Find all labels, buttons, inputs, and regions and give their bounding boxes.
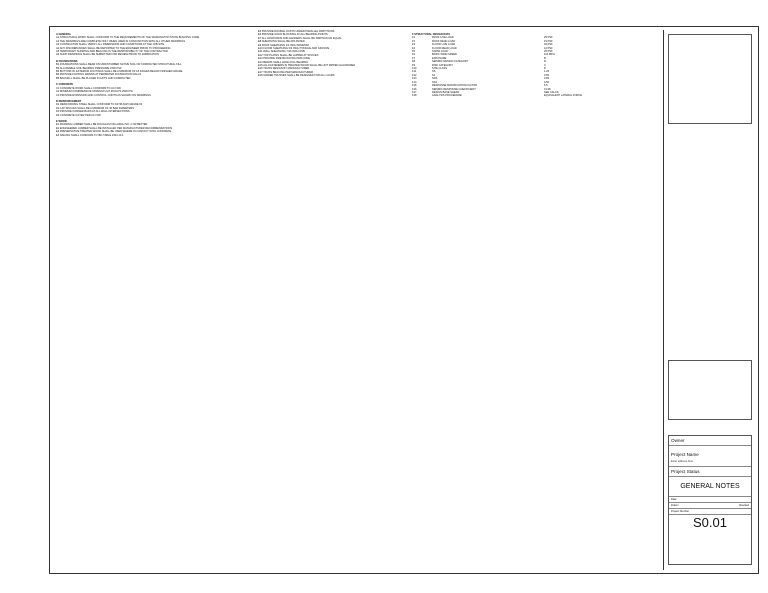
criteria-id: F1 (412, 36, 416, 40)
criteria-id: F9 (412, 63, 416, 67)
concrete-note: C1 CONCRETE WORK SHALL CONFORM TO ACI 318 (56, 86, 121, 90)
criteria-id: F16 (412, 87, 417, 91)
framing-note: E7 ALL HOLDOWNS AND HANGERS SHALL BE SIMPSON OR EQUAL (258, 36, 342, 40)
foundations-note: B2 ALLOWABLE SOIL BEARING PRESSURE 1500 PSF (56, 66, 122, 70)
criteria-item: DESIGN BASE SHEAR (432, 90, 460, 94)
foundations-note: B3 BOTTOM OF EXTERIOR FOOTINGS SHALL BE A MINIMUM OF 18 INCHES BELOW FINISHED GRADE (56, 70, 183, 74)
criteria-item: SITE CLASS (432, 67, 447, 71)
criteria-id: F17 (412, 90, 417, 94)
criteria-value: EQUIVALENT LATERAL FORCE (544, 94, 582, 98)
criteria-value: 0.128 (544, 87, 551, 91)
criteria-item: FLOOR LIVE LOAD (432, 43, 456, 47)
concrete-note: C3 PROVIDE EXPANSION AND CONTROL JOINTS AS SHOWN ON DRAWINGS (56, 93, 151, 97)
criteria-item: EXPOSURE (432, 56, 447, 60)
criteria-value: 1.25 (544, 70, 550, 74)
framing-note: E14 BEAMS SHALL HAVE FULL BEARING (258, 60, 309, 64)
criteria-value: 40 PSF (544, 43, 553, 47)
criteria-id: F18 (412, 94, 417, 98)
foundations-note: B5 BACKFILL SHALL BE PLACED IN LIFTS AND COMPACTED (56, 76, 131, 80)
criteria-id: F3 (412, 43, 416, 47)
framing-note: E6 PROVIDE SOLID BLOCKING AT ALL BEARING POINTS (258, 33, 328, 37)
date-label: Date (671, 498, 677, 501)
framing-note: E8 SHEATHING SHALL BE APA RATED (258, 40, 305, 44)
general-note: A6 SHOP DRAWINGS SHALL BE SUBMITTED FOR REVIEW PRIOR TO FABRICATION (56, 53, 159, 57)
criteria-item: SEISMIC RESPONSE COEFFICIENT (432, 87, 476, 91)
title-block (663, 30, 756, 570)
criteria-heading: F STRUCTURAL DESIGN DATA (412, 33, 451, 36)
criteria-id: F8 (412, 60, 416, 64)
wood-note: E2 ENGINEERED LUMBER SHALL BE INSTALLED PER MANUFACTURER RECOMMENDATIONS (56, 126, 173, 130)
reinforcement-note: D1 REINFORCING STEEL SHALL CONFORM TO ASTM A615 GRADE 60 (56, 103, 143, 107)
reinforcement-heading: D REINFORCEMENT (56, 99, 82, 103)
foundations-note: B4 PROVIDE FOOTING DRAINS AT PERIMETER FOUNDATION WALLS (56, 73, 142, 77)
concrete-notes (56, 87, 236, 97)
design-criteria-table (412, 36, 662, 97)
criteria-value: 15 PSF (544, 39, 553, 43)
framing-note: E12 TOP PLATES SHALL BE LAPPED AT SPLICES (258, 53, 319, 57)
wood-note: E3 PRESERVATIVE TREATED WOOD SHALL BE USED WHERE IN CONTACT WITH CONCRETE (56, 130, 172, 134)
criteria-value: 0.50 (544, 80, 550, 84)
criteria-value: D (544, 67, 546, 71)
framing-note: E11 WALL SHEATHING 7/16 INCH OSB (258, 50, 305, 54)
sheet-title: GENERAL NOTES (669, 477, 751, 497)
foundations-note: B1 FOUNDATIONS SHALL BEAR ON UNDISTURBED NATIVE SOIL OR COMPACTED STRUCTURAL FILL (56, 63, 182, 67)
criteria-item: ANALYSIS PROCEDURE (432, 94, 462, 98)
wood-note: E1 FRAMING LUMBER SHALL BE DOUGLAS FIR-LARCH NO. 2 OR BETTER (56, 123, 148, 127)
wood-note: E4 NAILING SHALL CONFORM TO IBC TABLE 2304.10.1 (56, 133, 124, 137)
sheet-number: S0.01 (693, 515, 727, 530)
project-name: Project Name (671, 452, 699, 457)
criteria-value: 0.50 (544, 73, 550, 77)
stamp-box (668, 360, 752, 420)
criteria-value: D (544, 60, 546, 64)
criteria-value: 25 PSF (544, 36, 553, 40)
framing-notes (258, 30, 408, 78)
criteria-value: 110 MPH (544, 53, 555, 57)
criteria-value: 12 PSF (544, 46, 553, 50)
wood-notes (56, 123, 236, 137)
reinforcement-note: D2 LAP SPLICES SHALL BE A MINIMUM OF 40 BAR DIAMETERS (56, 106, 134, 110)
criteria-id: F13 (412, 77, 417, 81)
drawn-label: Drawn (671, 504, 679, 507)
concrete-heading: C CONCRETE (56, 83, 74, 87)
reinforcement-note: D4 CONCRETE COVER PER ACI 318 (56, 113, 101, 117)
framing-note: E9 ROOF SHEATHING 1/2 INCH MINIMUM (258, 43, 309, 47)
project-number-label: Project Number (671, 510, 690, 513)
criteria-item: BASIC WIND SPEED (432, 53, 457, 57)
criteria-id: F10 (412, 67, 417, 71)
notes-column-3 (412, 30, 662, 98)
notes-column-1 (56, 30, 236, 137)
general-note: A3 CONTRACTOR SHALL VERIFY ALL DIMENSIONS AND CONDITIONS AT THE JOB SITE (56, 43, 165, 47)
criteria-item: SDS (432, 77, 438, 81)
criteria-id: F4 (412, 46, 416, 50)
wood-heading: E WOOD (56, 119, 67, 123)
general-note: A4 ANY DISCREPANCIES SHALL BE REPORTED TO THE ENGINEER PRIOR TO PROCEEDING (56, 46, 171, 50)
general-note: A1 STRUCTURAL WORK SHALL CONFORM TO THE REQUIREMENTS OF THE WASHINGTON STATE BUILDING CODE (56, 36, 200, 40)
foundations-notes (56, 63, 236, 80)
criteria-value: B (544, 56, 546, 60)
criteria-value: II (544, 63, 546, 67)
criteria-item: SS (432, 70, 436, 74)
criteria-id: F7 (412, 56, 416, 60)
criteria-id: F14 (412, 80, 417, 84)
criteria-value: 25 PSF (544, 50, 553, 54)
general-notes (56, 36, 236, 56)
criteria-id: F6 (412, 53, 416, 57)
concrete-note: C2 MINIMUM COMPRESSIVE STRENGTH AT 28 DAYS 2500 PSI (56, 90, 133, 94)
criteria-id: F12 (412, 73, 417, 77)
framing-note: E10 FLOOR SHEATHING 3/4 INCH TONGUE AND GROOVE (258, 47, 330, 51)
owner-label: Owner (669, 436, 751, 446)
criteria-value: 0.83 (544, 77, 550, 81)
criteria-id: F15 (412, 84, 417, 88)
criteria-item: ROOF DEAD LOAD (432, 39, 456, 43)
criteria-item: RESPONSE MODIFICATION FACTOR (432, 84, 478, 88)
framing-note: E15 ALL FASTENERS IN TREATED WOOD SHALL BE HOT DIPPED GALVANIZED (258, 64, 356, 68)
project-address: Enter address here (669, 457, 751, 467)
general-note: A5 TEMPORARY SHORING AND BRACING IS THE RESPONSIBILITY OF THE CONTRACTOR (56, 50, 168, 54)
criteria-id: F2 (412, 39, 416, 43)
criteria-item: RISK CATEGORY (432, 63, 454, 67)
criteria-id: F5 (412, 50, 416, 54)
framing-note: E13 PROVIDE FIRE BLOCKING PER CODE (258, 57, 311, 61)
framing-note: E16 TRUSS DESIGN BY MANUFACTURER (258, 67, 310, 71)
foundations-heading: B FOUNDATIONS (56, 59, 78, 63)
project-info-box (668, 435, 752, 565)
project-status: Project Status (669, 467, 751, 477)
criteria-id: F11 (412, 70, 417, 74)
general-note: A2 THE DRAWINGS ARE COMPLETE ONLY WHEN USED IN CONJUNCTION WITH ALL OTHER DRAWINGS (56, 39, 185, 43)
framing-note: E5 PROVIDE DOUBLE JOISTS UNDER PARALLEL PARTITIONS (258, 30, 335, 33)
criteria-item: SEISMIC DESIGN CATEGORY (432, 60, 469, 64)
criteria-value: 6.5 (544, 84, 548, 88)
framing-note: E17 TRUSS BRACING PER MANUFACTURER (258, 70, 314, 74)
criteria-item: FLOOR DEAD LOAD (432, 46, 457, 50)
criteria-item: SD1 (432, 80, 438, 84)
reinforcement-notes (56, 103, 236, 117)
notes-column-2 (258, 30, 408, 78)
framing-note: E18 GIRDER TRUSSES SHALL BE DESIGNED FOR ALL LOADS (258, 74, 335, 78)
general-heading: A GENERAL (56, 33, 72, 36)
criteria-row (412, 94, 662, 97)
criteria-item: ROOF LIVE LOAD (432, 36, 454, 40)
criteria-item: SNOW LOAD (432, 50, 448, 54)
criteria-value: SEE CALCS (544, 90, 559, 94)
checked-label: Checked (738, 504, 749, 507)
revision-box (668, 34, 752, 124)
criteria-item: S1 (432, 73, 436, 77)
reinforcement-note: D3 PROVIDE CORNER BARS AT ALL WALL INTERSECTIONS (56, 110, 130, 114)
